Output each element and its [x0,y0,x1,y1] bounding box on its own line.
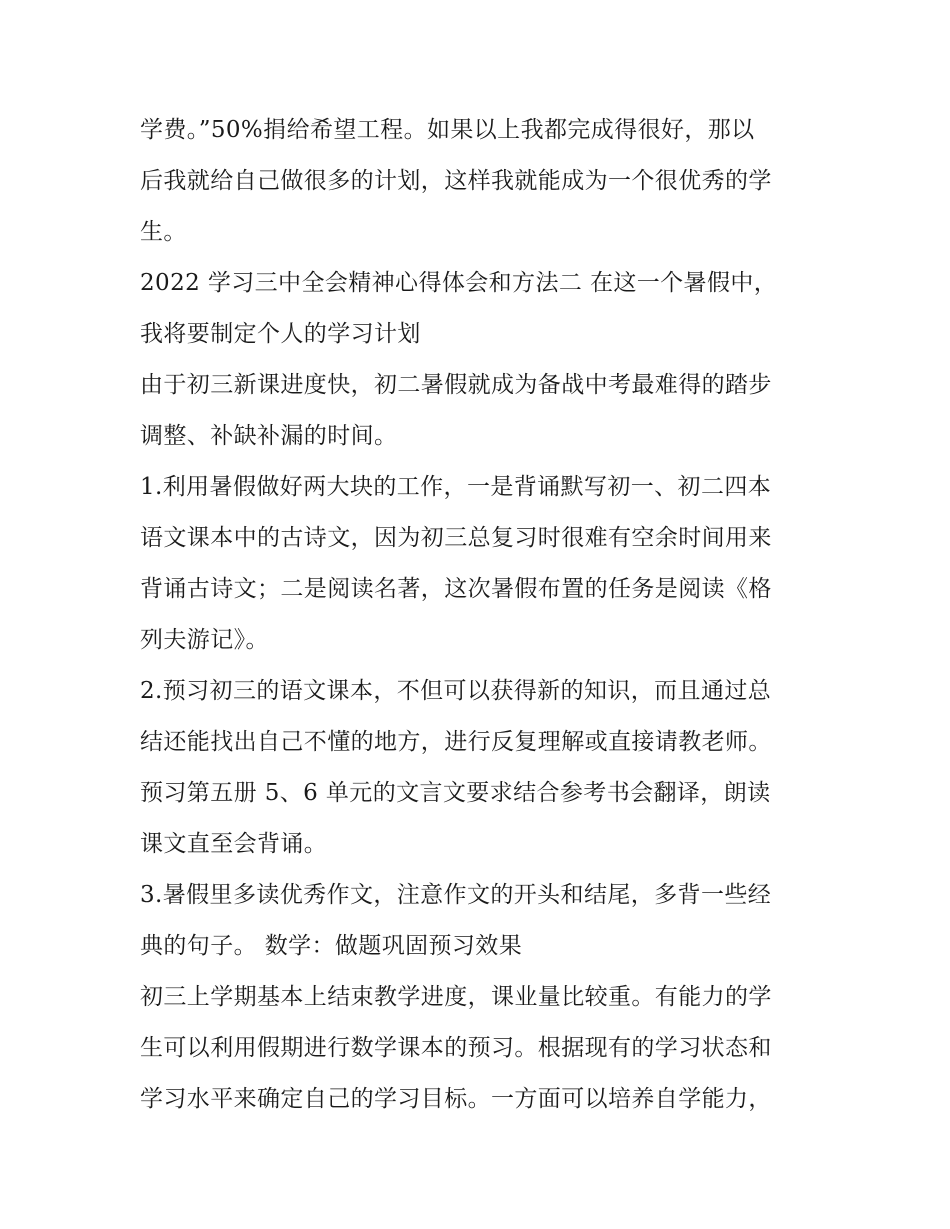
text-line: 学习水平来确定自己的学习目标。一方面可以培养自学能力， [140,1086,772,1112]
text-line: 生。 [140,219,187,245]
document-body [140,105,820,1125]
text-line: 2.预习初三的语文课本，不但可以获得新的知识，而且通过总 [140,678,772,704]
text-line: 背诵古诗文；二是阅读名著，这次暑假布置的任务是阅读《格 [140,576,772,602]
text-line: 1.利用暑假做好两大块的工作，一是背诵默写初一、初二四本 [140,474,772,500]
text-line: 典的句子。 数学：做题巩固预习效果 [140,933,523,959]
text-line: 学费。”50%捐给希望工程。如果以上我都完成得很好，那以 [140,117,755,143]
text-line: 后我就给自己做很多的计划，这样我就能成为一个很优秀的学 [140,168,772,194]
text-line: 初三上学期基本上结束教学进度，课业量比较重。有能力的学 [140,984,772,1010]
text-line: 3.暑假里多读优秀作文，注意作文的开头和结尾，多背一些经 [140,882,772,908]
text-line: 2022 学习三中全会精神心得体会和方法二 在这一个暑假中， [140,270,778,296]
text-line: 课文直至会背诵。 [140,831,328,857]
text-line: 调整、补缺补漏的时间。 [140,423,398,449]
text-line: 我将要制定个人的学习计划 [140,321,421,347]
text-line: 列夫游记》。 [140,627,269,653]
text-line: 语文课本中的古诗文，因为初三总复习时很难有空余时间用来 [140,525,772,551]
text-line: 生可以利用假期进行数学课本的预习。根据现有的学习状态和 [140,1035,772,1061]
text-line: 结还能找出自己不懂的地方，进行反复理解或直接请教老师。 [140,729,772,755]
text-line: 预习第五册 5、6 单元的文言文要求结合参考书会翻译，朗读 [140,780,771,806]
text-line: 由于初三新课进度快，初二暑假就成为备战中考最难得的踏步 [140,372,772,398]
